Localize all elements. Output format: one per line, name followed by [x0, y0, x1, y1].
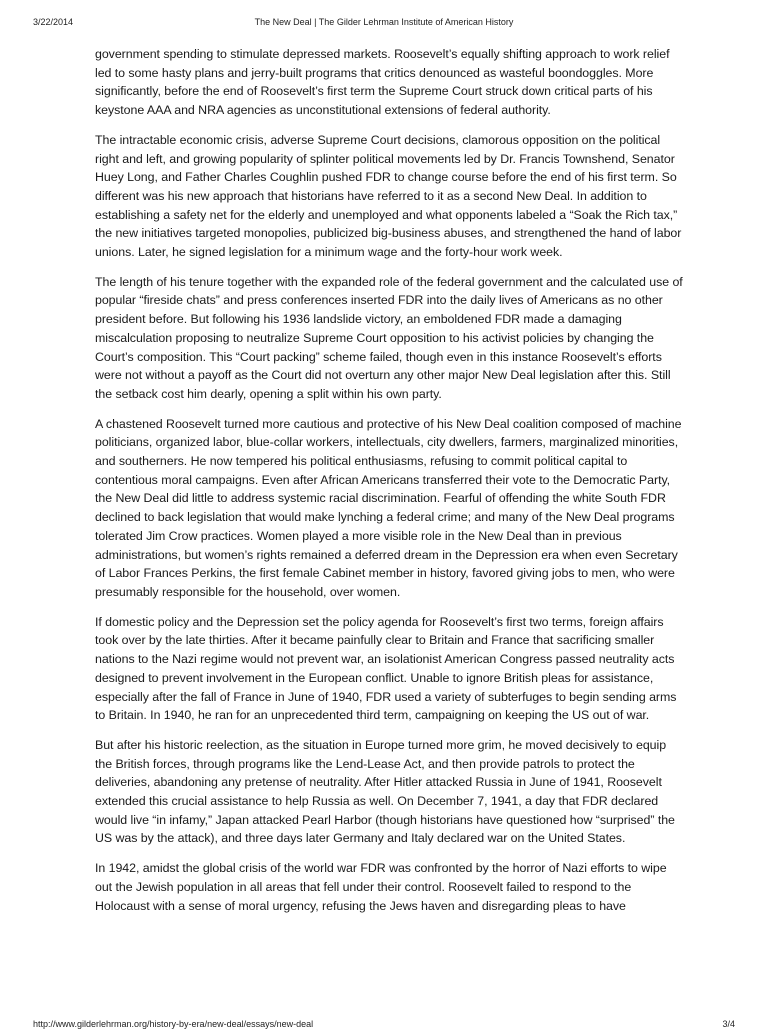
paragraph: The length of his tenure together with the expanded role of the federal government and the calculated use of popular “fireside chats” and press conferences inserted FDR into the daily lives of Americans as no other president before. But following his 1936 landslide victory, an emboldened FDR made a damaging miscalculation proposing to neutralize Supreme Court opposition to his activist policies by changing the Court’s composition. This “Court packing” scheme failed, though even in this instance Roosevelt’s efforts were not without a payoff as the Court did not overturn any other major New Deal legislation after this. Still the setback cost him dearly, opening a split within his own party.: [95, 274, 683, 401]
paragraph: If domestic policy and the Depression set the policy agenda for Roosevelt’s first two terms, foreign affairs took over by the late thirties. After it became painfully clear to Britain and France that sacrificing smaller nations to the Nazi regime would not prevent war, an isolationist American Congress passed neutrality acts designed to prevent involvement in the European conflict. Unable to ignore British pleas for assistance, especially after the fall of France in June of 1940, FDR used a variety of subterfuges to begin sending arms to Britain. In 1940, he ran for an unprecedented third term, campaigning on keeping the US out of war.: [95, 614, 677, 723]
paragraph: government spending to stimulate depressed markets. Roosevelt’s equally shifting approach to work relief led to some hasty plans and jerry-built programs that critics denounced as wasteful boondoggles. More significantly, before the end of Roosevelt’s first term the Supreme Court struck down critical parts of his keystone AAA and NRA agencies as unconstitutional extensions of federal authority.: [95, 47, 670, 118]
print-header: [0, 17, 768, 31]
paragraph: But after his historic reelection, as the situation in Europe turned more grim, he moved decisively to equip the British forces, through programs like the Lend-Lease Act, and then provide patrols to protect the deliveries, abandoning any pretense of neutrality. After Hitler attacked Russia in June of 1941, Roosevelt extended this crucial assistance to help Russia as well. On December 7, 1941, a day that FDR declared would live “in infamy,” Japan attacked Pearl Harbor (though historians have questioned how “surprised” the US was by the attack), and three days later Germany and Italy declared war on the United States.: [95, 737, 675, 846]
article-body: [95, 45, 685, 926]
print-date: 3/22/2014: [33, 17, 74, 27]
paragraph: A chastened Roosevelt turned more cautious and protective of his New Deal coalition composed of machine politicians, organized labor, blue-collar workers, intellectuals, city dwellers, farmers, marginalized minorities, and southerners. He now tempered his political enthusiasms, refusing to commit political capital to contentious moral campaigns. Even after African Americans transferred their vote to the Democratic Party, the New Deal did little to address systemic racial discrimination. Fearful of offending the white South FDR declined to back legislation that would make lynching a federal crime; and many of the New Deal programs tolerated Jim Crow practices. Women played a more visible role in the New Deal than in previous administrations, but women’s rights remained a deferred dream in the Depression era when even Secretary of Labor Frances Perkins, the first female Cabinet member in history, favored giving jobs to men, who were presumably responsible for the household, over women.: [95, 416, 682, 599]
print-footer: [0, 1019, 768, 1033]
page-url: http://www.gilderlehrman.org/history-by-era/new-deal/essays/new-deal: [33, 1019, 314, 1029]
paragraph: In 1942, amidst the global crisis of the world war FDR was confronted by the horror of Nazi efforts to wipe out the Jewish population in all areas that fell under their control. Roosevelt failed to respond to the Holocaust with a sense of moral urgency, refusing the Jews haven and disregarding pleas to have: [95, 861, 667, 913]
print-page-title: The New Deal | The Gilder Lehrman Institute of American History: [254, 17, 514, 27]
page-number: 3/4: [722, 1019, 735, 1029]
paragraph: The intractable economic crisis, adverse Supreme Court decisions, clamorous opposition on the political right and left, and growing popularity of splinter political movements led by Dr. Francis Townshend, Senator Huey Long, and Father Charles Coughlin pushed FDR to change course before the end of his first term. So different was his new approach that historians have referred to it as a second New Deal. In addition to establishing a safety net for the elderly and unemployed and what opponents labeled a “Soak the Rich tax,” the new initiatives targeted monopolies, publicized big-business abuses, and strengthened the hand of labor unions. Later, he signed legislation for a minimum wage and the forty-hour work week.: [95, 132, 682, 260]
